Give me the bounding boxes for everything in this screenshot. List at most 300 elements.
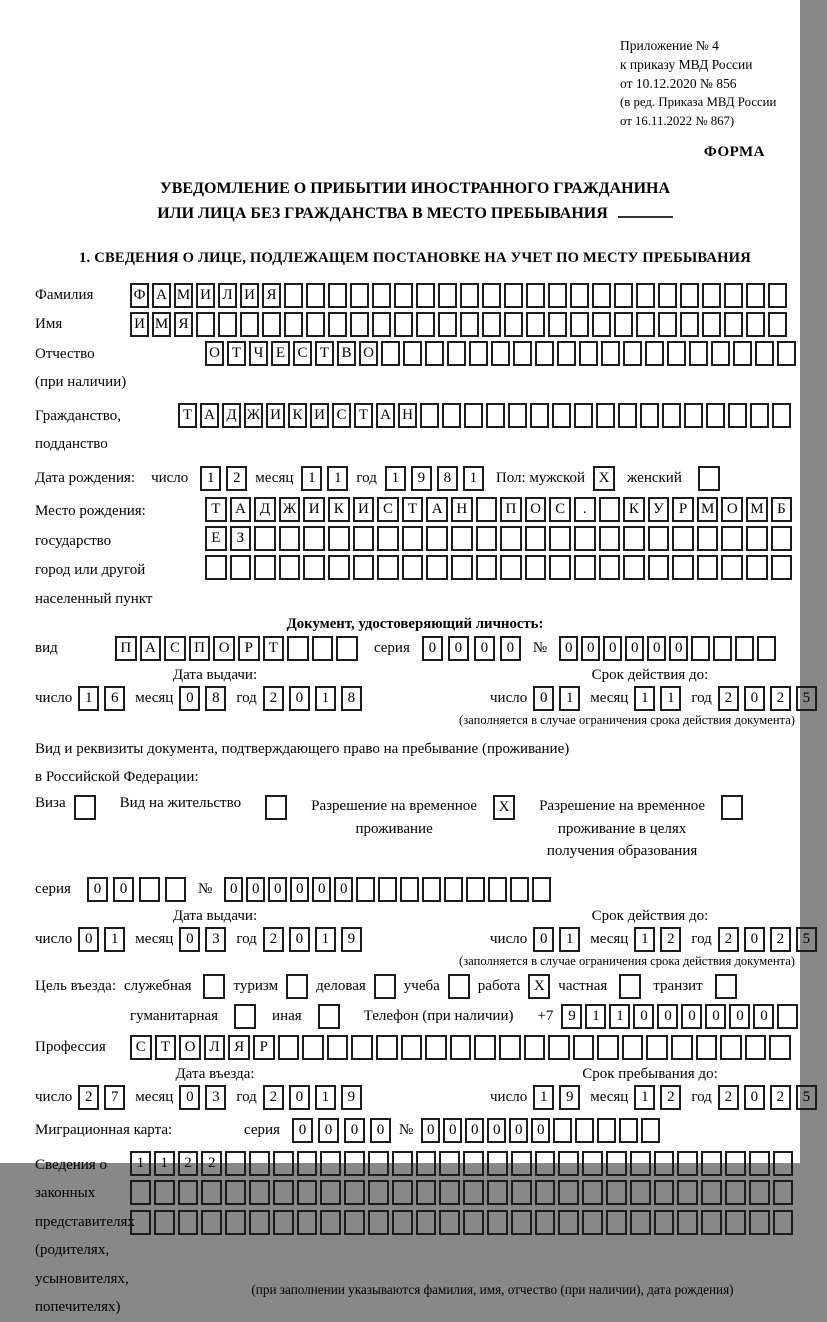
form-cell[interactable] xyxy=(574,403,593,428)
form-cell[interactable] xyxy=(392,1210,413,1235)
form-cell[interactable] xyxy=(552,403,571,428)
form-cell[interactable] xyxy=(658,283,677,308)
form-cell[interactable] xyxy=(749,1210,770,1235)
form-cell[interactable] xyxy=(646,1035,668,1060)
form-cell[interactable]: 0 xyxy=(500,636,521,661)
form-cell[interactable] xyxy=(273,1210,294,1235)
form-cell[interactable] xyxy=(530,403,549,428)
form-cell[interactable]: С xyxy=(130,1035,152,1060)
form-cell[interactable]: Т xyxy=(155,1035,177,1060)
form-cell[interactable]: 5 xyxy=(796,927,817,952)
form-cell[interactable]: 1 xyxy=(660,686,681,711)
form-cell[interactable] xyxy=(697,526,719,551)
form-cell[interactable]: Т xyxy=(402,497,424,522)
form-cell[interactable]: 5 xyxy=(796,686,817,711)
form-cell[interactable]: П xyxy=(189,636,211,661)
form-cell[interactable] xyxy=(318,1004,340,1029)
form-cell[interactable] xyxy=(344,1151,365,1176)
form-cell[interactable]: М xyxy=(746,497,768,522)
form-cell[interactable] xyxy=(426,526,448,551)
form-cell[interactable] xyxy=(287,636,309,661)
form-cell[interactable] xyxy=(154,1180,175,1205)
form-cell[interactable] xyxy=(284,283,303,308)
form-cell[interactable]: 2 xyxy=(263,686,284,711)
form-cell[interactable] xyxy=(426,555,448,580)
form-cell[interactable]: Я xyxy=(174,312,193,337)
form-cell[interactable] xyxy=(713,636,732,661)
form-cell[interactable] xyxy=(746,555,768,580)
form-cell[interactable]: 9 xyxy=(341,1085,362,1110)
form-cell[interactable] xyxy=(636,283,655,308)
form-cell[interactable] xyxy=(677,1151,698,1176)
form-cell[interactable] xyxy=(701,1180,722,1205)
form-cell[interactable]: 0 xyxy=(289,1085,310,1110)
form-cell[interactable] xyxy=(526,283,545,308)
form-cell[interactable]: Д xyxy=(222,403,241,428)
form-cell[interactable]: З xyxy=(230,526,252,551)
form-cell[interactable]: Т xyxy=(354,403,373,428)
form-cell[interactable]: 0 xyxy=(647,636,666,661)
form-cell[interactable]: 0 xyxy=(474,636,495,661)
form-cell[interactable] xyxy=(689,341,708,366)
form-cell[interactable] xyxy=(377,555,399,580)
form-cell[interactable]: О xyxy=(525,497,547,522)
form-cell[interactable] xyxy=(733,341,752,366)
form-cell[interactable] xyxy=(654,1151,675,1176)
form-cell[interactable] xyxy=(463,1151,484,1176)
form-cell[interactable] xyxy=(724,283,743,308)
form-cell[interactable]: 1 xyxy=(301,466,322,491)
form-cell[interactable]: 0 xyxy=(625,636,644,661)
form-cell[interactable] xyxy=(350,283,369,308)
form-cell[interactable] xyxy=(691,636,710,661)
form-cell[interactable] xyxy=(350,312,369,337)
form-cell[interactable] xyxy=(599,555,621,580)
form-cell[interactable] xyxy=(464,403,483,428)
form-cell[interactable]: И xyxy=(130,312,149,337)
form-cell[interactable]: Ж xyxy=(244,403,263,428)
form-cell[interactable] xyxy=(74,795,96,820)
form-cell[interactable] xyxy=(513,341,532,366)
form-cell[interactable]: 0 xyxy=(669,636,688,661)
form-cell[interactable]: О xyxy=(179,1035,201,1060)
form-cell[interactable]: А xyxy=(140,636,162,661)
form-cell[interactable] xyxy=(328,526,350,551)
form-cell[interactable]: О xyxy=(213,636,235,661)
form-cell[interactable] xyxy=(773,1151,794,1176)
form-cell[interactable] xyxy=(596,403,615,428)
form-cell[interactable] xyxy=(500,555,522,580)
form-cell[interactable] xyxy=(701,1151,722,1176)
form-cell[interactable] xyxy=(265,795,287,820)
form-cell[interactable]: 2 xyxy=(718,1085,739,1110)
form-cell[interactable] xyxy=(450,1035,472,1060)
form-cell[interactable]: О xyxy=(721,497,743,522)
form-cell[interactable] xyxy=(504,312,523,337)
form-cell[interactable] xyxy=(438,283,457,308)
form-cell[interactable] xyxy=(768,312,787,337)
form-cell[interactable]: Б xyxy=(771,497,793,522)
form-cell[interactable]: 0 xyxy=(487,1118,506,1143)
form-cell[interactable] xyxy=(487,1210,508,1235)
form-cell[interactable]: И xyxy=(240,283,259,308)
form-cell[interactable] xyxy=(548,283,567,308)
form-cell[interactable]: 2 xyxy=(770,686,791,711)
purpose-business-checkbox[interactable] xyxy=(374,974,396,999)
form-cell[interactable]: 0 xyxy=(705,1004,726,1029)
form-cell[interactable] xyxy=(402,555,424,580)
form-cell[interactable] xyxy=(279,555,301,580)
form-cell[interactable]: Т xyxy=(263,636,285,661)
form-cell[interactable] xyxy=(720,1035,742,1060)
form-cell[interactable] xyxy=(558,1210,579,1235)
form-cell[interactable]: К xyxy=(328,497,350,522)
form-cell[interactable] xyxy=(672,555,694,580)
form-cell[interactable]: М xyxy=(152,312,171,337)
gender-female-checkbox[interactable] xyxy=(698,466,720,491)
form-cell[interactable] xyxy=(451,555,473,580)
form-cell[interactable] xyxy=(394,283,413,308)
form-cell[interactable] xyxy=(777,1004,798,1029)
form-cell[interactable] xyxy=(376,1035,398,1060)
form-cell[interactable]: О xyxy=(359,341,378,366)
form-cell[interactable] xyxy=(218,312,237,337)
form-cell[interactable]: 2 xyxy=(263,927,284,952)
form-cell[interactable] xyxy=(353,526,375,551)
form-cell[interactable]: 0 xyxy=(179,927,200,952)
form-cell[interactable]: Ч xyxy=(249,341,268,366)
form-cell[interactable]: 0 xyxy=(633,1004,654,1029)
form-cell[interactable] xyxy=(535,341,554,366)
form-cell[interactable]: И xyxy=(353,497,375,522)
form-cell[interactable] xyxy=(508,403,527,428)
form-cell[interactable] xyxy=(486,403,505,428)
form-cell[interactable] xyxy=(444,877,463,902)
form-cell[interactable]: А xyxy=(152,283,171,308)
form-cell[interactable] xyxy=(532,877,551,902)
form-cell[interactable] xyxy=(351,1035,373,1060)
form-cell[interactable]: 0 xyxy=(224,877,243,902)
form-cell[interactable] xyxy=(306,283,325,308)
form-cell[interactable] xyxy=(442,403,461,428)
form-cell[interactable] xyxy=(721,795,743,820)
form-cell[interactable] xyxy=(491,341,510,366)
form-cell[interactable] xyxy=(570,283,589,308)
form-cell[interactable] xyxy=(262,312,281,337)
form-cell[interactable] xyxy=(451,526,473,551)
form-cell[interactable]: 0 xyxy=(509,1118,528,1143)
form-cell[interactable] xyxy=(476,497,498,522)
visa-checkbox[interactable] xyxy=(74,795,96,820)
form-cell[interactable] xyxy=(297,1151,318,1176)
form-cell[interactable] xyxy=(416,1210,437,1235)
form-cell[interactable] xyxy=(487,1180,508,1205)
form-cell[interactable]: И xyxy=(266,403,285,428)
form-cell[interactable] xyxy=(725,1210,746,1235)
form-cell[interactable]: А xyxy=(200,403,219,428)
form-cell[interactable]: 2 xyxy=(770,1085,791,1110)
form-cell[interactable] xyxy=(582,1180,603,1205)
form-cell[interactable]: 0 xyxy=(581,636,600,661)
purpose-study-checkbox[interactable] xyxy=(448,974,470,999)
form-cell[interactable]: П xyxy=(115,636,137,661)
form-cell[interactable] xyxy=(721,526,743,551)
form-cell[interactable]: 0 xyxy=(753,1004,774,1029)
form-cell[interactable]: Т xyxy=(205,497,227,522)
form-cell[interactable]: 0 xyxy=(87,877,108,902)
form-cell[interactable] xyxy=(680,283,699,308)
form-cell[interactable]: П xyxy=(500,497,522,522)
form-cell[interactable] xyxy=(416,283,435,308)
form-cell[interactable] xyxy=(525,526,547,551)
form-cell[interactable] xyxy=(488,877,507,902)
form-cell[interactable]: 0 xyxy=(290,877,309,902)
form-cell[interactable] xyxy=(654,1180,675,1205)
form-cell[interactable] xyxy=(139,877,160,902)
form-cell[interactable]: И xyxy=(310,403,329,428)
form-cell[interactable] xyxy=(697,555,719,580)
form-cell[interactable]: 8 xyxy=(437,466,458,491)
form-cell[interactable] xyxy=(524,1035,546,1060)
form-cell[interactable]: 0 xyxy=(465,1118,484,1143)
gender-male-checkbox[interactable] xyxy=(593,466,615,491)
form-cell[interactable]: 2 xyxy=(263,1085,284,1110)
form-cell[interactable]: 0 xyxy=(533,686,554,711)
form-cell[interactable]: 0 xyxy=(729,1004,750,1029)
form-cell[interactable] xyxy=(648,555,670,580)
form-cell[interactable]: Р xyxy=(253,1035,275,1060)
form-cell[interactable] xyxy=(525,555,547,580)
form-cell[interactable]: Я xyxy=(228,1035,250,1060)
form-cell[interactable] xyxy=(549,555,571,580)
purpose-transit-checkbox[interactable] xyxy=(715,974,737,999)
form-cell[interactable] xyxy=(623,341,642,366)
form-cell[interactable] xyxy=(769,1035,791,1060)
form-cell[interactable] xyxy=(225,1151,246,1176)
form-cell[interactable] xyxy=(447,341,466,366)
form-cell[interactable] xyxy=(203,974,225,999)
form-cell[interactable]: 1 xyxy=(154,1151,175,1176)
form-cell[interactable] xyxy=(619,974,641,999)
form-cell[interactable] xyxy=(320,1210,341,1235)
form-cell[interactable] xyxy=(165,877,186,902)
form-cell[interactable]: Е xyxy=(205,526,227,551)
form-cell[interactable] xyxy=(667,341,686,366)
form-cell[interactable] xyxy=(750,403,769,428)
form-cell[interactable] xyxy=(230,555,252,580)
form-cell[interactable]: Т xyxy=(227,341,246,366)
form-cell[interactable]: 2 xyxy=(201,1151,222,1176)
form-cell[interactable]: 0 xyxy=(179,1085,200,1110)
form-cell[interactable]: 0 xyxy=(113,877,134,902)
form-cell[interactable] xyxy=(249,1151,270,1176)
form-cell[interactable]: . xyxy=(574,497,596,522)
form-cell[interactable] xyxy=(749,1180,770,1205)
form-cell[interactable] xyxy=(548,312,567,337)
form-cell[interactable] xyxy=(771,555,793,580)
form-cell[interactable] xyxy=(574,555,596,580)
form-cell[interactable] xyxy=(725,1151,746,1176)
form-cell[interactable] xyxy=(623,555,645,580)
form-cell[interactable]: 5 xyxy=(796,1085,817,1110)
form-cell[interactable]: 0 xyxy=(443,1118,462,1143)
form-cell[interactable]: Ф xyxy=(130,283,149,308)
form-cell[interactable] xyxy=(201,1210,222,1235)
form-cell[interactable] xyxy=(225,1210,246,1235)
form-cell[interactable] xyxy=(401,1035,423,1060)
form-cell[interactable] xyxy=(658,312,677,337)
form-cell[interactable]: 3 xyxy=(205,927,226,952)
form-cell[interactable] xyxy=(623,526,645,551)
form-cell[interactable]: 6 xyxy=(104,686,125,711)
form-cell[interactable] xyxy=(297,1180,318,1205)
form-cell[interactable] xyxy=(240,312,259,337)
form-cell[interactable] xyxy=(771,526,793,551)
form-cell[interactable] xyxy=(706,403,725,428)
form-cell[interactable] xyxy=(630,1180,651,1205)
form-cell[interactable] xyxy=(582,1151,603,1176)
form-cell[interactable]: К xyxy=(623,497,645,522)
form-cell[interactable] xyxy=(746,283,765,308)
form-cell[interactable] xyxy=(630,1151,651,1176)
form-cell[interactable] xyxy=(777,341,796,366)
form-cell[interactable] xyxy=(377,526,399,551)
form-cell[interactable]: А xyxy=(426,497,448,522)
form-cell[interactable]: 1 xyxy=(559,686,580,711)
form-cell[interactable] xyxy=(392,1151,413,1176)
form-cell[interactable] xyxy=(306,312,325,337)
form-cell[interactable] xyxy=(504,283,523,308)
form-cell[interactable]: 2 xyxy=(718,686,739,711)
form-cell[interactable] xyxy=(535,1151,556,1176)
form-cell[interactable] xyxy=(463,1210,484,1235)
form-cell[interactable]: 9 xyxy=(559,1085,580,1110)
form-cell[interactable]: Я xyxy=(262,283,281,308)
form-cell[interactable] xyxy=(249,1210,270,1235)
form-cell[interactable] xyxy=(279,526,301,551)
form-cell[interactable] xyxy=(702,312,721,337)
form-cell[interactable]: 0 xyxy=(370,1118,391,1143)
form-cell[interactable] xyxy=(654,1210,675,1235)
form-cell[interactable] xyxy=(614,283,633,308)
form-cell[interactable] xyxy=(273,1180,294,1205)
form-cell[interactable] xyxy=(278,1035,300,1060)
form-cell[interactable]: 0 xyxy=(603,636,622,661)
form-cell[interactable] xyxy=(439,1210,460,1235)
form-cell[interactable] xyxy=(284,312,303,337)
form-cell[interactable]: 0 xyxy=(179,686,200,711)
form-cell[interactable] xyxy=(510,877,529,902)
form-cell[interactable] xyxy=(755,341,774,366)
form-cell[interactable]: 2 xyxy=(78,1085,99,1110)
form-cell[interactable] xyxy=(558,1151,579,1176)
form-cell[interactable] xyxy=(749,1151,770,1176)
form-cell[interactable]: 1 xyxy=(104,927,125,952)
form-cell[interactable] xyxy=(402,526,424,551)
form-cell[interactable]: 1 xyxy=(533,1085,554,1110)
purpose-other-checkbox[interactable] xyxy=(318,1004,340,1029)
form-cell[interactable] xyxy=(474,1035,496,1060)
form-cell[interactable]: 0 xyxy=(78,927,99,952)
form-cell[interactable] xyxy=(328,283,347,308)
form-cell[interactable] xyxy=(579,341,598,366)
form-cell[interactable] xyxy=(526,312,545,337)
form-cell[interactable] xyxy=(582,1210,603,1235)
form-cell[interactable] xyxy=(196,312,215,337)
form-cell[interactable]: 8 xyxy=(205,686,226,711)
form-cell[interactable] xyxy=(344,1210,365,1235)
form-cell[interactable] xyxy=(368,1180,389,1205)
form-cell[interactable] xyxy=(511,1180,532,1205)
form-cell[interactable] xyxy=(286,974,308,999)
form-cell[interactable] xyxy=(201,1180,222,1205)
form-cell[interactable] xyxy=(606,1151,627,1176)
form-cell[interactable] xyxy=(592,283,611,308)
form-cell[interactable] xyxy=(672,526,694,551)
form-cell[interactable] xyxy=(312,636,334,661)
form-cell[interactable] xyxy=(368,1151,389,1176)
form-cell[interactable]: 0 xyxy=(681,1004,702,1029)
form-cell[interactable] xyxy=(225,1180,246,1205)
form-cell[interactable] xyxy=(249,1180,270,1205)
form-cell[interactable]: А xyxy=(376,403,395,428)
form-cell[interactable] xyxy=(575,1118,594,1143)
form-cell[interactable] xyxy=(601,341,620,366)
form-cell[interactable] xyxy=(702,283,721,308)
form-cell[interactable] xyxy=(476,555,498,580)
form-cell[interactable] xyxy=(234,1004,256,1029)
form-cell[interactable]: М xyxy=(697,497,719,522)
form-cell[interactable] xyxy=(618,403,637,428)
form-cell[interactable] xyxy=(273,1151,294,1176)
form-cell[interactable]: 0 xyxy=(448,636,469,661)
purpose-work-checkbox[interactable] xyxy=(528,974,550,999)
form-cell[interactable] xyxy=(130,1180,151,1205)
form-cell[interactable] xyxy=(698,466,720,491)
form-cell[interactable] xyxy=(574,526,596,551)
form-cell[interactable] xyxy=(511,1151,532,1176)
form-cell[interactable]: 1 xyxy=(385,466,406,491)
form-cell[interactable]: 0 xyxy=(268,877,287,902)
form-cell[interactable] xyxy=(328,312,347,337)
form-cell[interactable]: Т xyxy=(315,341,334,366)
form-cell[interactable] xyxy=(684,403,703,428)
form-cell[interactable] xyxy=(746,526,768,551)
form-cell[interactable] xyxy=(606,1210,627,1235)
form-cell[interactable] xyxy=(701,1210,722,1235)
form-cell[interactable] xyxy=(297,1210,318,1235)
form-cell[interactable]: 0 xyxy=(344,1118,365,1143)
form-cell[interactable]: 9 xyxy=(411,466,432,491)
form-cell[interactable]: И xyxy=(303,497,325,522)
form-cell[interactable] xyxy=(482,283,501,308)
form-cell[interactable] xyxy=(400,877,419,902)
form-cell[interactable]: 1 xyxy=(78,686,99,711)
form-cell[interactable]: 0 xyxy=(246,877,265,902)
form-cell[interactable]: 1 xyxy=(634,686,655,711)
form-cell[interactable] xyxy=(768,283,787,308)
form-cell[interactable] xyxy=(460,283,479,308)
form-cell[interactable] xyxy=(372,312,391,337)
form-cell[interactable] xyxy=(487,1151,508,1176)
form-cell[interactable]: К xyxy=(288,403,307,428)
form-cell[interactable] xyxy=(619,1118,638,1143)
form-cell[interactable] xyxy=(178,1180,199,1205)
form-cell[interactable]: 0 xyxy=(533,927,554,952)
temp-residence-edu-checkbox[interactable] xyxy=(721,795,743,820)
form-cell[interactable] xyxy=(356,877,375,902)
form-cell[interactable] xyxy=(374,974,396,999)
